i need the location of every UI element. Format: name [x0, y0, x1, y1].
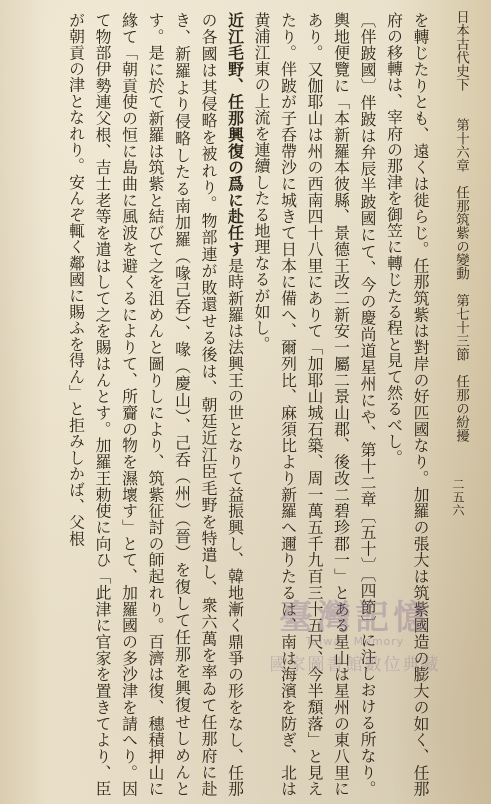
running-head-section: 第七十三節 任那の紛擾 [453, 293, 469, 442]
main-text [17, 12, 433, 797]
paragraph-1 [380, 12, 433, 797]
watermark-title: 臺灣記憶 [279, 598, 431, 638]
page-number: 二五六 [451, 478, 465, 517]
paragraph-text: 是時新羅は法興王の世となりて益振興し、韓地漸く鼎爭の形をなし、任那の各國は其侵略を被れり。物部連が敗還せる後は、朝廷近江臣毛野を特遣し、衆六萬を率ゐて任那府に赴き、新羅より侵略したる南加羅（喙己呑）、喙（慶山）、己呑（州）（晉）を復して任那を興復せしめんとす。是に於て新羅は筑紫と結びて之を沮めんと圖りしにより、筑紫征討の師起れり。百濟は復、穗積押山に緣て「朝貢使の恒に島曲に風波を避くるによりて、所齎の物を濕壞す」とて、加羅國の多沙津を請へり。因て物部伊勢連父根、吉士老等を遣はして之を賜はんとす。加羅王勅使に向ひ「此津に官家を置きてより、臣が朝貢の津となれり。安んぞ輒く鄰國に賜ふを得ん」と拒みしかば、父根 [66, 12, 245, 797]
watermark-english: Taiwan Memory [305, 635, 405, 648]
running-head [453, 10, 469, 442]
paragraph-3 [62, 12, 248, 797]
section-heading: 近江毛野、任那興復の爲に赴任す [225, 12, 245, 258]
library-watermark [220, 590, 490, 675]
running-head-chapter: 第十六章 任那筑紫の變動 [453, 118, 469, 280]
running-head-book-title: 日本古代史下 [453, 10, 469, 91]
paragraph-2 [248, 12, 381, 797]
paragraph-text: を轉じたりとも、遠くは徙らじ。任那筑紫は對岸の好匹國なり。加羅の張大は筑紫國造の膨大の如く、任那府の移轉は、宰府の那津を御笠に轉じたる程と見て然るべし。 [384, 12, 430, 797]
watermark-subtitle: 國家圖書館數位典藏 [269, 655, 441, 675]
paragraph-text: 〔伴跛國〕伴跛は弁辰半跛國にて、今の慶尚道星州にや、第十二章〔五十〕〔四節〕に注しおける所なり。輿地便覽に「本新羅本彼縣、景德王改二新安一屬二景山郡、後改二碧珍郡一」とある星山は星州の東八里にあり。又伽耶山は州の西南四十八里にありて「加耶山城石築、周一萬五千九百三十五尺、今半頽落」と見えたり。伴跛が子呑帶沙に城きて日本に備へ、爾列比、麻須比より新羅へ邇りたるは、南は海濱を防ぎ、北は黄浦江東の上流を連續したる地理なるが如し。 [252, 12, 377, 797]
